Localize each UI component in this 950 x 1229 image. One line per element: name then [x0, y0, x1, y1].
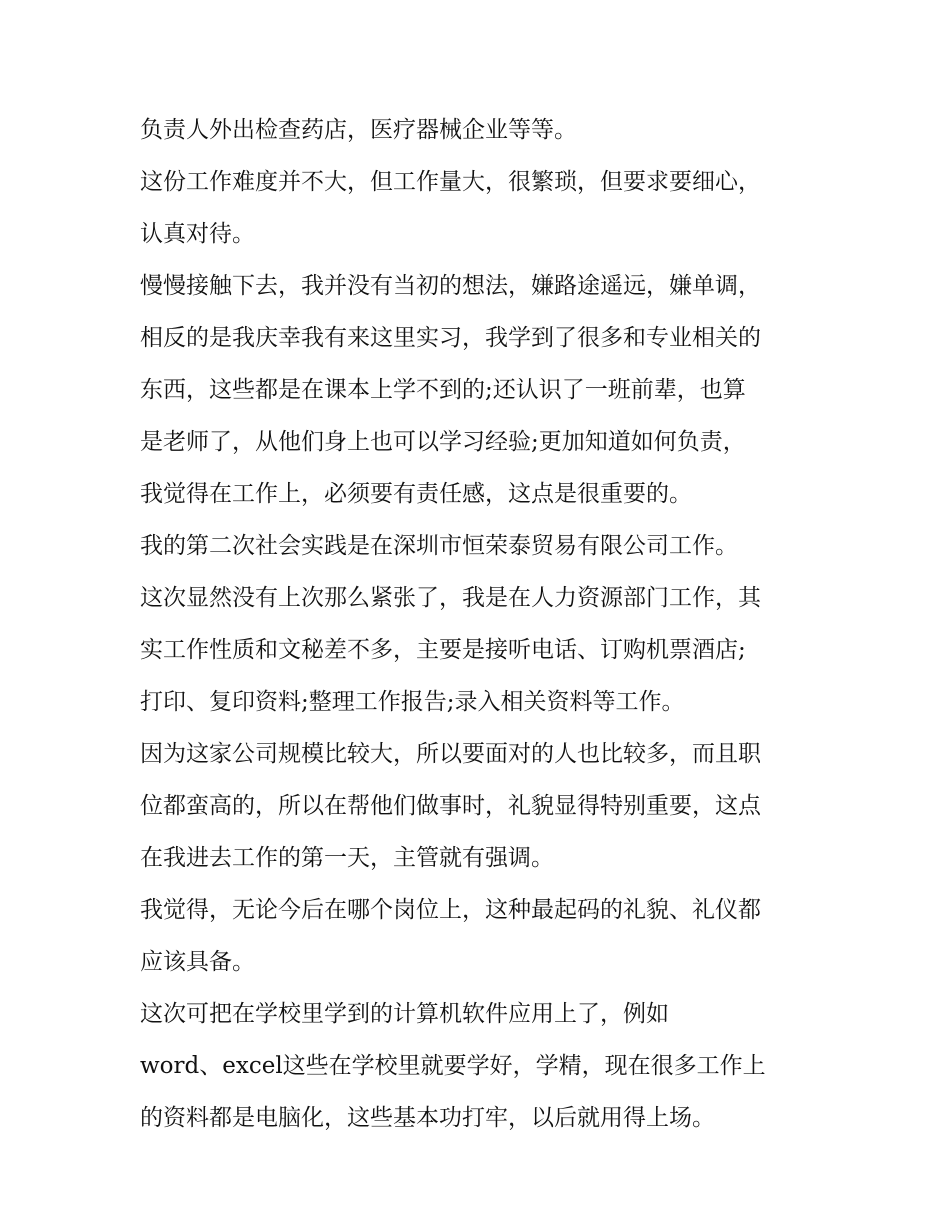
document-body: [140, 104, 820, 1144]
text-line: 的资料都是电脑化，这些基本功打牢，以后就用得上场。: [140, 1105, 715, 1131]
text-line: 应该具备。: [140, 949, 255, 975]
text-line: 打印、复印资料;整理工作报告;录入相关资料等工作。: [140, 689, 685, 715]
text-line: 相反的是我庆幸我有来这里实习，我学到了很多和专业相关的: [140, 325, 761, 351]
text-line: 因为这家公司规模比较大，所以要面对的人也比较多，而且职: [140, 741, 761, 767]
text-line: 东西，这些都是在课本上学不到的;还认识了一班前辈，也算: [140, 377, 746, 403]
text-line: 我觉得，无论今后在哪个岗位上，这种最起码的礼貌、礼仪都: [140, 897, 761, 923]
text-line: word、excel这些在学校里就要学好，学精，现在很多工作上: [140, 1053, 766, 1079]
text-line: 在我进去工作的第一天，主管就有强调。: [140, 845, 554, 871]
text-line: 负责人外出检查药店，医疗器械企业等等。: [140, 117, 577, 143]
text-line: 是老师了，从他们身上也可以学习经验;更加知道如何负责，: [140, 429, 746, 455]
text-line: 我觉得在工作上，必须要有责任感，这点是很重要的。: [140, 481, 692, 507]
text-line: 认真对待。: [140, 221, 255, 247]
text-line: 我的第二次社会实践是在深圳市恒荣泰贸易有限公司工作。: [140, 533, 738, 559]
text-line: 位都蛮高的，所以在帮他们做事时，礼貌显得特别重要，这点: [140, 793, 761, 819]
text-line: 慢慢接触下去，我并没有当初的想法，嫌路途遥远，嫌单调，: [140, 273, 761, 299]
text-line: 实工作性质和文秘差不多，主要是接听电话、订购机票酒店;: [140, 637, 746, 663]
text-line: 这次显然没有上次那么紧张了，我是在人力资源部门工作，其: [140, 585, 761, 611]
text-line: 这份工作难度并不大，但工作量大，很繁琐，但要求要细心，: [140, 169, 761, 195]
text-line: 这次可把在学校里学到的计算机软件应用上了，例如: [140, 1001, 669, 1027]
